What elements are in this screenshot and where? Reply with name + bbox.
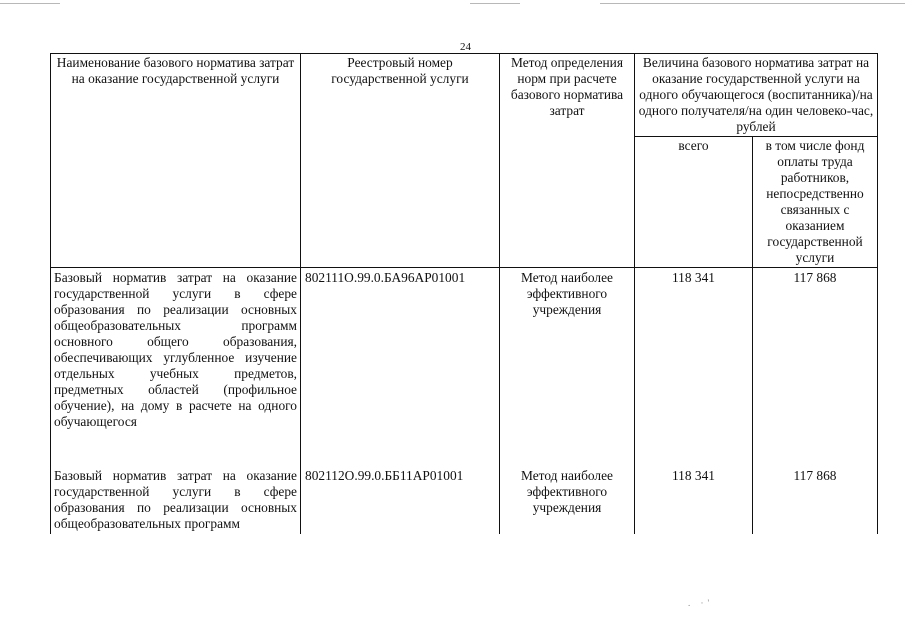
table-row	[51, 468, 878, 534]
table-header-row	[51, 54, 878, 137]
row-registry-number: 802112О.99.0.ББ11АР01001	[301, 468, 500, 534]
row-spacer	[51, 432, 878, 468]
row-wage-fund: 117 868	[753, 468, 878, 534]
scan-speckles: . ·'	[688, 598, 714, 608]
page-number: 24	[460, 41, 471, 53]
row-service-name: Базовый норматив затрат на оказание государственной услуги в сфере образования по реализации основных общеобразовательных программ	[51, 468, 301, 534]
scan-edge-line	[600, 3, 905, 4]
table-row	[51, 268, 878, 433]
header-service-name: Наименование базового норматива затрат на оказание государственной услуги	[51, 54, 301, 268]
header-method: Метод определения норм при расчете базового норматива затрат	[500, 54, 635, 268]
header-standard-value: Величина базового норматива затрат на оказание государственной услуги на одного обучающегося (воспитанника)/на одного получателя/на один человеко-час, рублей	[635, 54, 878, 137]
row-wage-fund: 117 868	[753, 268, 878, 433]
header-registry-number: Реестровый номер государственной услуги	[301, 54, 500, 268]
row-total: 118 341	[635, 268, 753, 433]
scan-edge-line	[0, 3, 60, 4]
header-wage-fund: в том числе фонд оплаты труда работников, непосредственно связанных с оказанием государственной услуги	[753, 137, 878, 268]
row-total: 118 341	[635, 468, 753, 534]
row-method: Метод наиболее эффективного учреждения	[500, 468, 635, 534]
cost-standard-table	[50, 53, 878, 534]
row-service-name: Базовый норматив затрат на оказание государственной услуги в сфере образования по реализации основных общеобразовательных программ основного общего образования, обеспечивающих углубленное изучение отдельных учебных предметов, предметных областей (профильное обучение), на дому в расчете на одного обучающегося	[51, 268, 301, 433]
header-total: всего	[635, 137, 753, 268]
scan-edge-line	[470, 3, 520, 4]
row-method: Метод наиболее эффективного учреждения	[500, 268, 635, 433]
row-registry-number: 802111О.99.0.БА96АР01001	[301, 268, 500, 433]
